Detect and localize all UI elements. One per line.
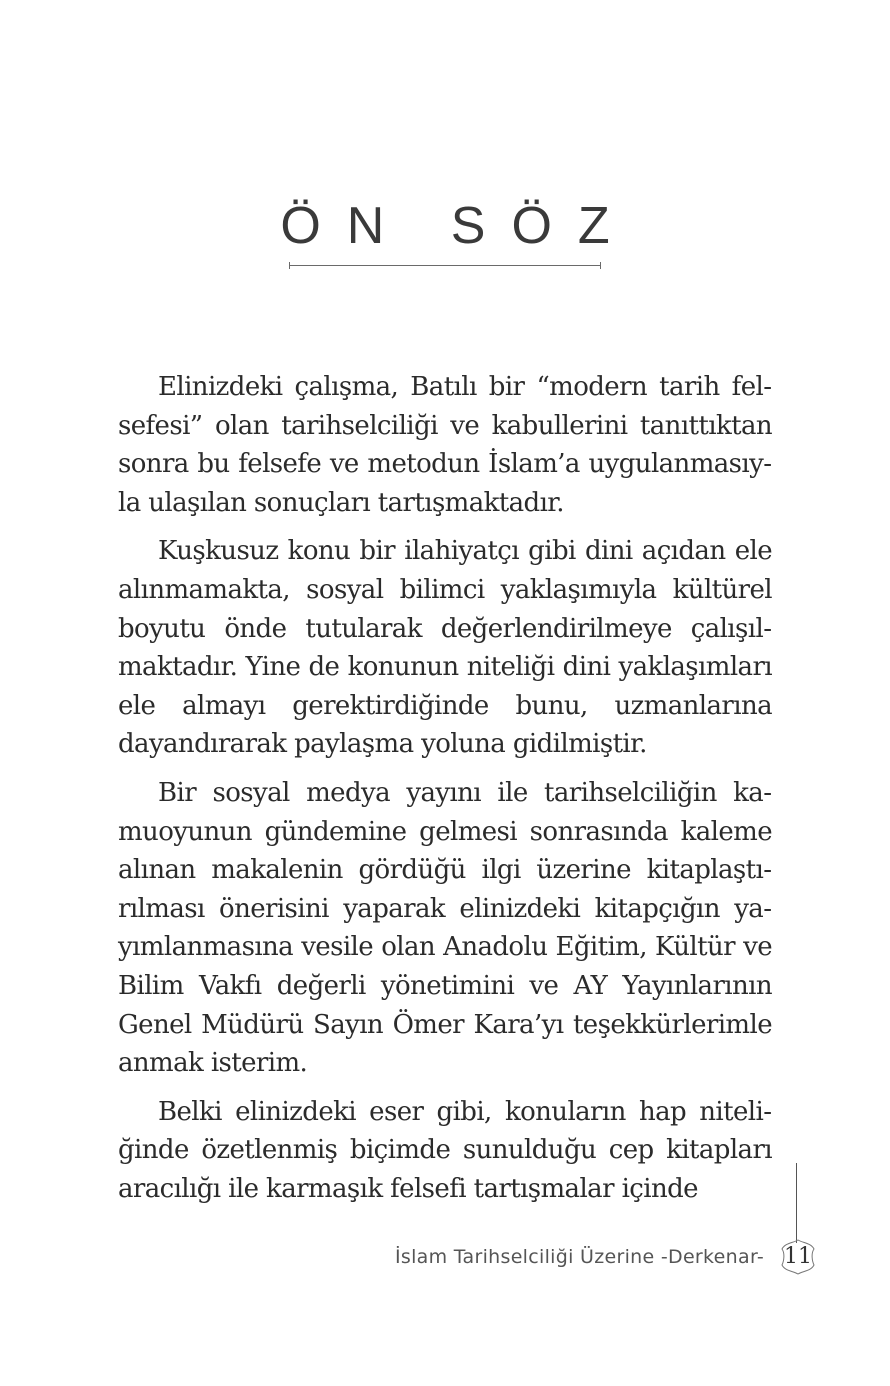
paragraph: Kuşkusuz konu bir ilahiyatçı gibi dini açıdan ele alınmamakta, sosyal bilimci yaklaşımıyla kültürel boyutu önde tutularak değerlendirilmeye çalışılmaktadır. Yine de konunun niteliği dini yaklaşımları ele almayı gerektirdiğinde bunu, uzmanlarına dayandırarak paylaşma yoluna gidilmiştir. — [118, 536, 772, 760]
page-number-text: 11 — [784, 1244, 812, 1269]
paragraph: Elinizdeki çalışma, Batılı bir “modern tarih felsefesi” olan tarihselciliği ve kabullerini tanıttıktan sonra bu felsefe ve metodun İslam’a uygulanmasıyla ulaşılan sonuçları tartışmaktadır. — [118, 372, 772, 518]
body-text — [118, 368, 772, 1218]
title-underline — [289, 265, 601, 266]
section-title: ÖN SÖZ — [280, 197, 636, 255]
running-footer: İslam Tarihselciliği Üzerine -Derkenar- — [394, 1246, 764, 1268]
margin-rule — [796, 1163, 797, 1243]
page-number — [781, 1239, 815, 1275]
paragraph: Belki elinizdeki eser gibi, konuların hap niteliğinde özetlenmiş biçimde sunulduğu cep kitapları aracılığı ile karmaşık felsefi tartışmalar içinde — [118, 1096, 772, 1204]
paragraph: Bir sosyal medya yayını ile tarihselciliğin kamuoyunun gündemine gelmesi sonrasında kaleme alınan makalenin gördüğü ilgi üzerine kitaplaştırılması önerisini yaparak elinizdeki kitapçığın yayımlanmasına vesile olan Anadolu Eğitim, Kültür ve Bilim Vakfı değerli yönetimini ve AY Yayınlarının Genel Müdürü Sayın Ömer Kara’yı teşekkürlerimle anmak isterim. — [118, 777, 772, 1079]
